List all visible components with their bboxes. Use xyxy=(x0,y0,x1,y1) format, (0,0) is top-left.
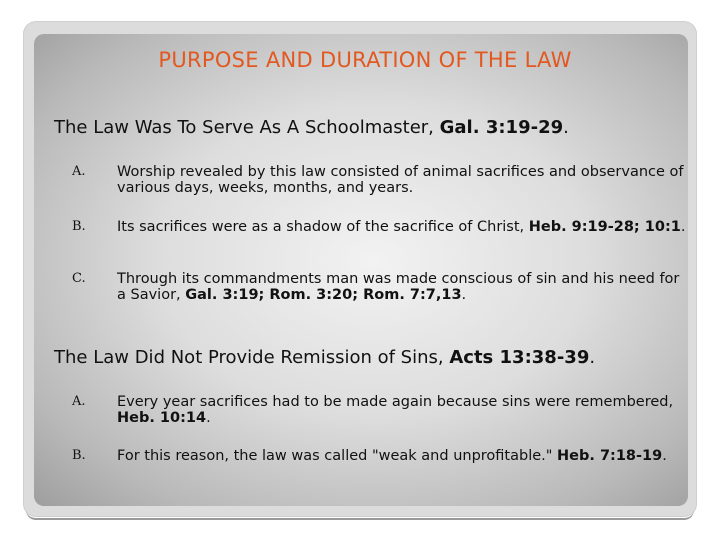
list-item-text-block xyxy=(117,271,692,303)
section-heading-tail: . xyxy=(589,347,596,368)
slide-panel xyxy=(34,34,688,506)
scripture-reference: Heb. 7:18-19 xyxy=(557,448,663,464)
list-item-tail: . xyxy=(206,410,211,426)
scripture-reference: Heb. 9:19-28; 10:1 xyxy=(528,219,681,235)
section-heading-tail: . xyxy=(563,117,569,138)
scripture-reference: Gal. 3:19-29 xyxy=(439,117,564,138)
list-item-tail: . xyxy=(461,287,467,303)
list-item-text-block xyxy=(117,394,692,426)
slide-frame-underline xyxy=(26,510,694,520)
list-item-text-block xyxy=(117,219,692,235)
list-item-label: B. xyxy=(72,219,86,234)
section-heading-text: The Law Was To Serve As A Schoolmaster, xyxy=(54,117,440,138)
list-item-text: Its sacrifices were as a shadow of the sacrifice of Christ, xyxy=(117,219,529,235)
section-heading-remission xyxy=(54,347,595,368)
list-item-text: Every year sacrifices had to be made again because sins were remembered, xyxy=(117,394,674,410)
section-heading-text: The Law Did Not Provide Remission of Sins, xyxy=(54,347,450,368)
list-item-label: B. xyxy=(72,448,86,463)
list-item-text-block xyxy=(117,448,692,464)
slide-title: PURPOSE AND DURATION OF THE LAW xyxy=(158,48,572,72)
list-item-label: C. xyxy=(72,271,86,286)
list-item-label: A. xyxy=(72,164,86,179)
list-item-label: A. xyxy=(72,394,86,409)
list-item-text-block xyxy=(117,164,692,196)
scripture-reference: Gal. 3:19; Rom. 3:20; Rom. 7:7,13 xyxy=(185,287,462,303)
list-item-text: For this reason, the law was called "weak and unprofitable." xyxy=(117,448,558,464)
list-item-tail: . xyxy=(680,219,686,235)
scripture-reference: Acts 13:38-39 xyxy=(449,347,590,368)
list-item-text: Worship revealed by this law consisted of animal sacrifices and observance of various days, weeks, months, and years. xyxy=(117,164,684,196)
section-heading-schoolmaster xyxy=(54,117,569,138)
scripture-reference: Heb. 10:14 xyxy=(117,410,207,426)
list-item-tail: . xyxy=(662,448,667,464)
list-item-text: Through its commandments man was made conscious of sin and his need for a Savior, xyxy=(117,271,680,303)
